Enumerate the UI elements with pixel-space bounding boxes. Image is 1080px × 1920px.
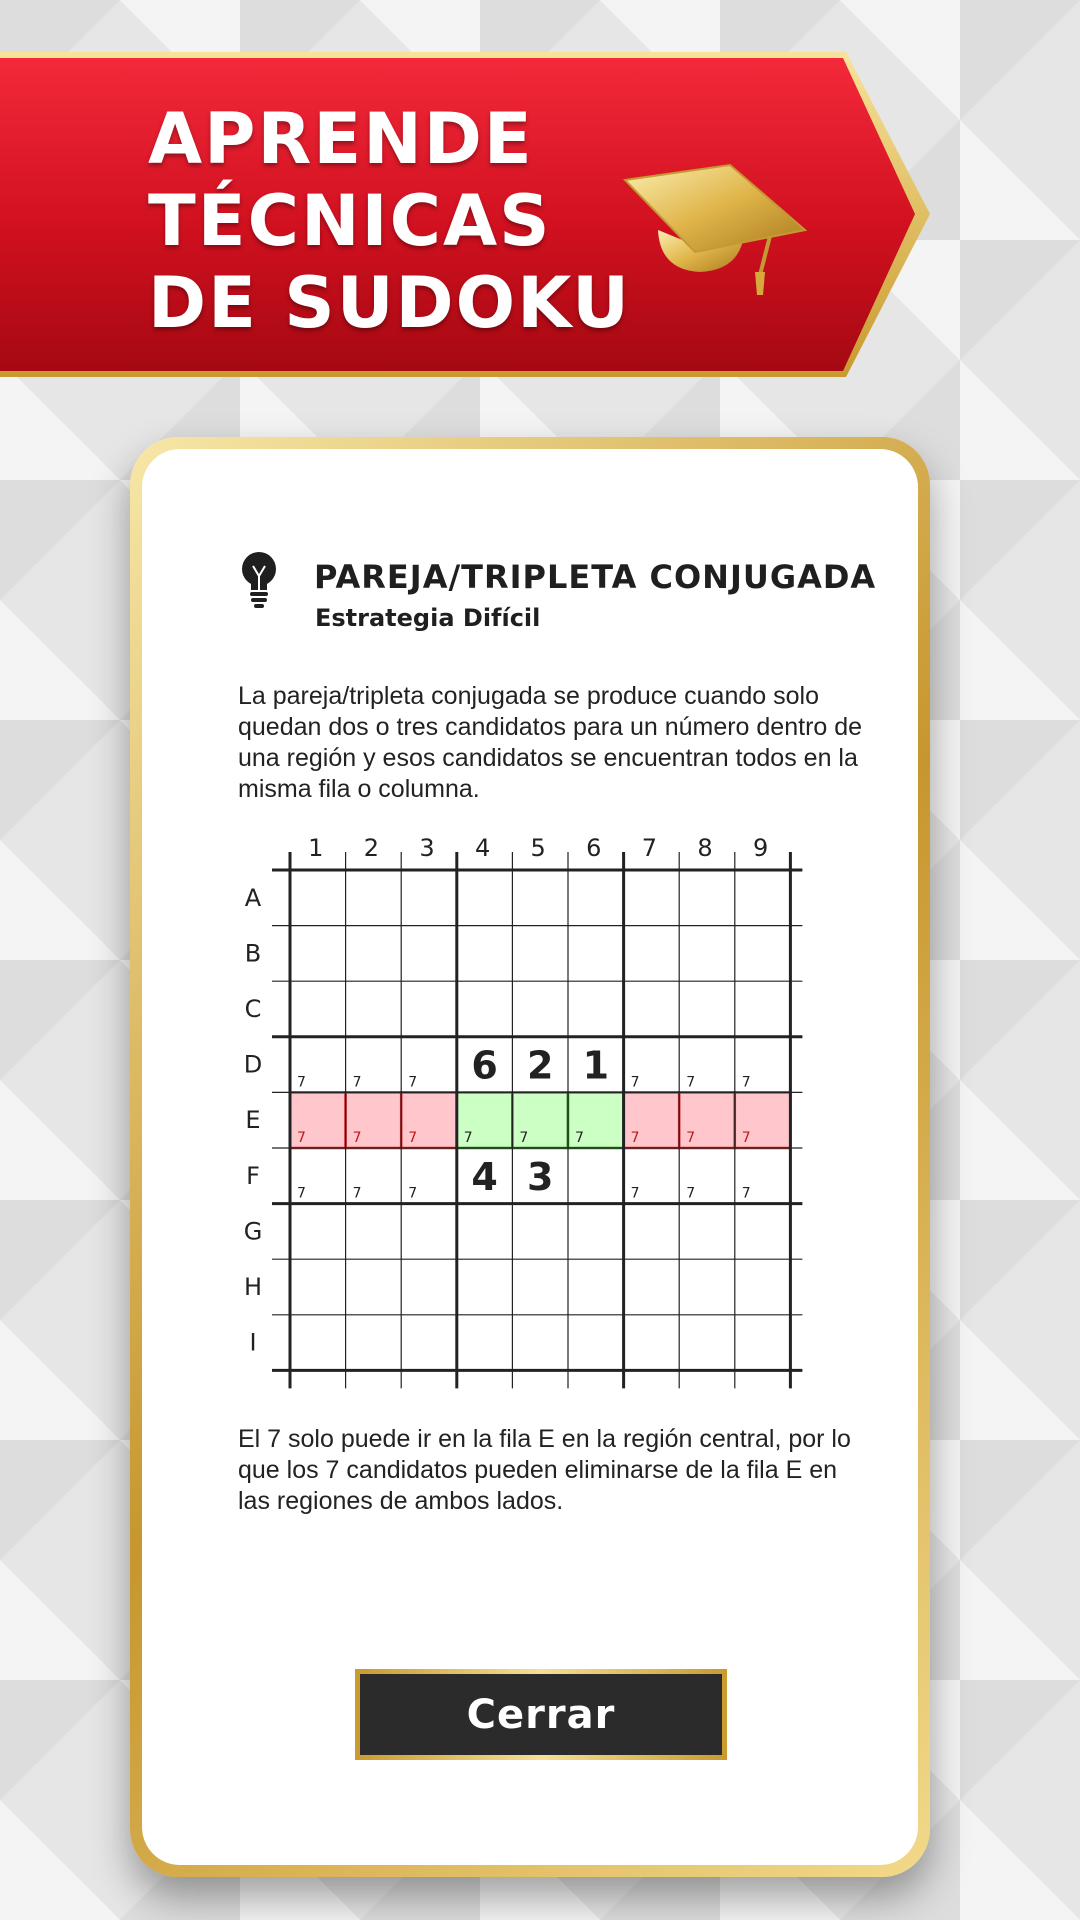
column-label-2: 2 [363, 834, 380, 862]
candidate-D3: 7 [408, 1074, 418, 1091]
candidate-F8: 7 [686, 1185, 696, 1202]
row-label-E: E [245, 1106, 261, 1135]
technique-difficulty: Estrategia Difícil [315, 604, 541, 632]
given-digit-F5: 3 [526, 1154, 554, 1199]
lightbulb-icon [240, 552, 278, 610]
candidate-E5: 7 [519, 1130, 529, 1146]
candidate-F1: 7 [297, 1185, 306, 1202]
column-label-5: 5 [530, 834, 546, 862]
technique-description: La pareja/tripleta conjugada se produce cuando solo quedan dos o tres candidatos para un número dentro de una región y esos candidatos se encuentran todos en la misma fila o columna. [238, 682, 863, 803]
candidate-D9: 7 [741, 1074, 751, 1091]
candidate-F2: 7 [352, 1185, 362, 1202]
given-digit-D6: 1 [582, 1043, 610, 1088]
given-digit-F4: 4 [471, 1154, 498, 1199]
banner-title [148, 98, 631, 344]
candidate-E3: 7 [408, 1130, 418, 1146]
candidate-E1: 7 [297, 1130, 306, 1146]
candidate-E4: 7 [463, 1130, 473, 1146]
row-label-G: G [243, 1217, 263, 1246]
candidate-D2: 7 [352, 1074, 362, 1091]
row-label-F: F [246, 1161, 260, 1190]
column-label-1: 1 [308, 834, 324, 862]
candidate-E2: 7 [352, 1130, 362, 1146]
candidate-E6: 7 [575, 1130, 584, 1146]
banner-title-line-2: TÉCNICAS [148, 180, 552, 262]
technique-explanation: El 7 solo puede ir en la fila E en la región central, por lo que los 7 candidatos pueden eliminarse de la fila E en las regiones de ambos lados. [238, 1425, 851, 1515]
banner-title-line-3: DE SUDOKU [148, 262, 632, 344]
column-label-8: 8 [697, 834, 713, 862]
given-digit-D5: 2 [526, 1043, 554, 1088]
graduation-cap-icon [620, 160, 810, 300]
column-label-3: 3 [419, 834, 435, 862]
row-label-D: D [243, 1050, 263, 1079]
row-label-C: C [244, 995, 262, 1023]
candidate-D7: 7 [630, 1074, 640, 1091]
column-label-6: 6 [586, 834, 602, 862]
column-label-7: 7 [641, 834, 658, 862]
candidate-D8: 7 [686, 1074, 696, 1091]
banner-title-line-1: APRENDE [148, 98, 534, 180]
technique-title: PAREJA/TRIPLETA CONJUGADA [314, 558, 877, 596]
candidate-E9: 7 [741, 1130, 751, 1146]
given-digit-D4: 6 [471, 1043, 498, 1088]
row-label-H: H [243, 1273, 263, 1301]
candidate-F7: 7 [630, 1185, 640, 1202]
row-label-A: A [244, 883, 262, 912]
candidate-E8: 7 [686, 1130, 696, 1146]
column-label-9: 9 [752, 834, 769, 862]
row-label-B: B [244, 939, 262, 968]
candidate-F3: 7 [408, 1185, 418, 1202]
candidate-F9: 7 [741, 1185, 751, 1202]
column-label-4: 4 [474, 834, 491, 862]
row-label-I: I [249, 1328, 257, 1357]
candidate-D1: 7 [297, 1074, 306, 1091]
close-button[interactable]: Cerrar [360, 1674, 722, 1755]
candidate-E7: 7 [630, 1130, 640, 1146]
